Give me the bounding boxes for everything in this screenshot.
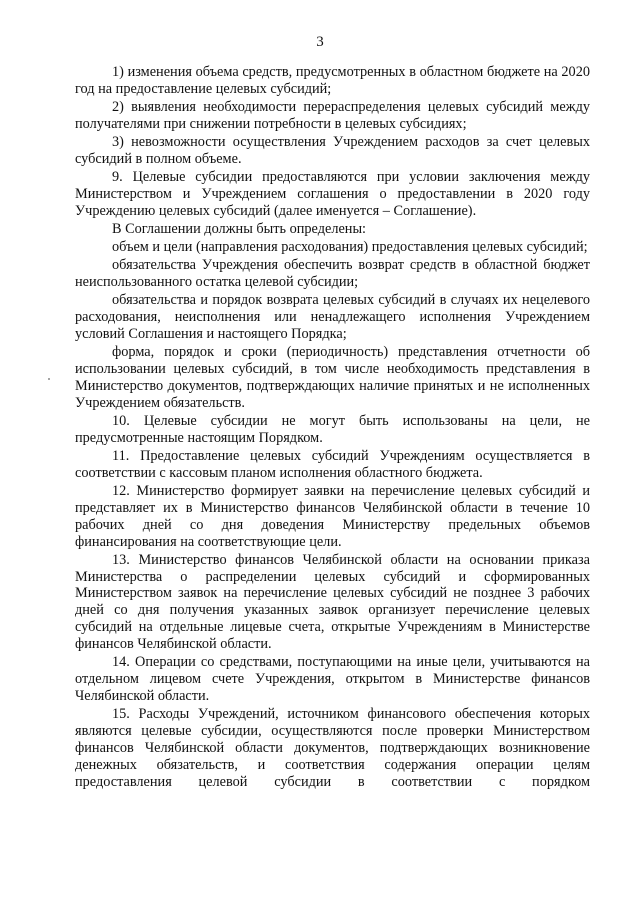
paragraph-clause-10: 10. Целевые субсидии не могут быть использованы на цели, не предусмотренные настоящим Порядком. bbox=[75, 412, 590, 446]
paragraph-clause-14: 14. Операции со средствами, поступающими на иные цели, учитываются на отдельном лицевом счете Учреждения, открытом в Министерстве финансов Челябинской области. bbox=[75, 654, 590, 705]
page-number: 3 bbox=[316, 34, 324, 50]
paragraph-agreement-misuse: обязательства и порядок возврата целевых субсидий в случаях их нецелевого расходования, неисполнения или ненадлежащего исполнения Учреждением условий Соглашения и настоящего Порядка; bbox=[75, 292, 590, 342]
document-body bbox=[75, 64, 590, 792]
paragraph-clause-15: 15. Расходы Учреждений, источником финансового обеспечения которых являются целевые субсидии, осуществляются после проверки Министерством финансов Челябинской области документов, подтверждающих возникновение денежных обязательств, и соответствия содержания операции целям предоставления целевой субсидии в соответствии с порядком bbox=[75, 706, 590, 790]
paragraph-clause-13: 13. Министерство финансов Челябинской области на основании приказа Министерства о распределении целевых субсидий и сформированных Министерством заявок на перечисление целевых субсидий не позднее 3 рабочих дней со дня получения указанных заявок организует перечисление целевых субсидий на отдельные лицевые счета, открытые Учреждениям в Министерстве финансов Челябинской области. bbox=[75, 551, 590, 653]
margin-mark bbox=[48, 378, 50, 380]
paragraph-item-2: 2) выявления необходимости перераспределения целевых субсидий между получателями при снижении потребности в целевых субсидиях; bbox=[75, 99, 590, 132]
paragraph-item-3: 3) невозможности осуществления Учреждением расходов за счет целевых субсидий в полном объеме. bbox=[75, 134, 590, 167]
paragraph-clause-11: 11. Предоставление целевых субсидий Учреждениям осуществляется в соответствии с кассовым планом исполнения областного бюджета. bbox=[75, 447, 590, 481]
paragraph-clause-9: 9. Целевые субсидии предоставляются при условии заключения между Министерством и Учреждением соглашения о предоставлении в 2020 году Учреждению целевых субсидий (далее именуется – Соглашение). bbox=[75, 169, 590, 219]
paragraph-agreement-reporting: форма, порядок и сроки (периодичность) представления отчетности об использовании целевых субсидий, в том числе необходимость представления в Министерство документов, подтверждающих наличие принятых и не исполненных Учреждением обязательств. bbox=[75, 344, 590, 411]
paragraph-agreement-intro: В Соглашении должны быть определены: bbox=[112, 220, 367, 237]
paragraph-agreement-scope: объем и цели (направления расходования) предоставления целевых субсидий; bbox=[112, 239, 588, 255]
paragraph-agreement-return: обязательства Учреждения обеспечить возврат средств в областной бюджет неиспользованного остатка целевой субсидии; bbox=[75, 257, 590, 290]
paragraph-clause-12: 12. Министерство формирует заявки на перечисление целевых субсидий и представляет их в Министерство финансов Челябинской области в течение 10 рабочих дней со дня доведения Министерству предельных объемов финансирования на соответствующие цели. bbox=[75, 482, 590, 550]
paragraph-item-1: 1) изменения объема средств, предусмотренных в областном бюджете на 2020 год на предоставление целевых субсидий; bbox=[75, 64, 590, 97]
